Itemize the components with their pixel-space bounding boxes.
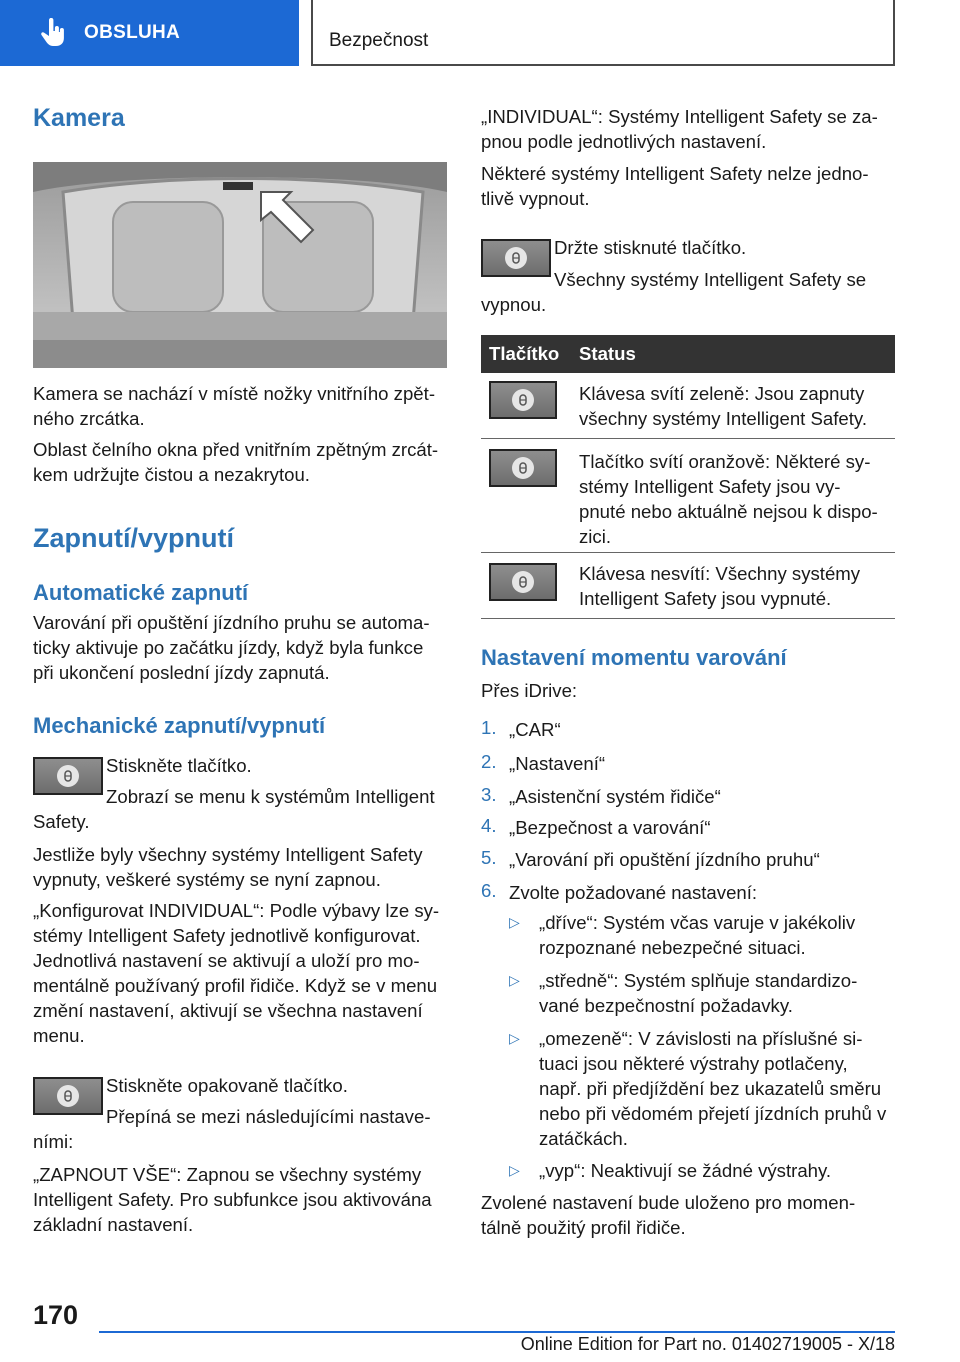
mech-paragraph-5: „ZAPNOUT VŠE“: Zapnou se všechny systémy Intelligent Safety. Pro subfunkce jsou aktivována základní nastavení. (33, 1164, 432, 1235)
step-number: 2. (481, 751, 497, 772)
system-button-image-orange (489, 449, 557, 487)
list-item: „Nastavení“ (509, 753, 606, 774)
list-item: „Varování při opuštění jízdního pruhu“ (509, 849, 820, 870)
triangle-bullet-icon: ▷ (509, 972, 520, 988)
table-cell-status: Klávesa svítí zeleně: Jsou zapnuty všechny systémy Intelligent Safety. (579, 383, 867, 429)
intelligent-safety-button-icon (505, 247, 527, 269)
step-number: 5. (481, 847, 497, 868)
warning-timing-heading: Nastavení momentu varování (481, 645, 787, 670)
list-item: „vyp“: Neaktivují se žádné výstrahy. (539, 1160, 832, 1181)
rear-window-illustration (33, 162, 447, 368)
mech-repeat-step-2: Přepíná se mezi následujícími nastave- (106, 1106, 431, 1127)
mech-paragraph-4: „Konfigurovat INDIVIDUAL“: Podle výbavy lze sy- stémy Intelligent Safety jednotlivě konfigurovat. Jednotlivá nastavení se aktivují a uloží pro mo- mentálně používaný profil řidiče. Když se v menu změní nastavení, aktivují se všechna nastavení menu. (33, 900, 440, 1046)
note-paragraph: Některé systémy Intelligent Safety nelze jedno- tlivě vypnout. (481, 163, 869, 209)
hold-step-2b: vypnou. (481, 294, 547, 315)
step-number: 4. (481, 815, 497, 836)
section-header (311, 0, 895, 66)
step-number: 1. (481, 717, 497, 738)
mech-repeat-step-2b: ními: (33, 1131, 74, 1152)
via-idrive: Přes iDrive: (481, 680, 578, 701)
table-row (481, 553, 895, 619)
table-row (481, 373, 895, 439)
mech-repeat-step-1: Stiskněte opakovaně tlačítko. (106, 1075, 348, 1096)
list-item: „omezeně“: V závislosti na příslušné si- tuaci jsou některé výstrahy potlačeny, např. při předjíždění bez ukazatelů směru nebo při vědomém přejetí jízdních pruhů v zatáčkách. (539, 1028, 887, 1149)
list-item: „dříve“: Systém včas varuje v jakékoliv rozpoznané nebezpečné situaci. (539, 912, 856, 958)
footer-divider (99, 1331, 895, 1333)
auto-on-heading: Automatické zapnutí (33, 580, 249, 605)
hold-step-2: Všechny systémy Intelligent Safety se (554, 269, 867, 290)
intelligent-safety-button-icon (512, 457, 534, 479)
list-item: „Bezpečnost a varování“ (509, 817, 711, 838)
section-title: Bezpečnost (329, 30, 429, 51)
step-number: 3. (481, 784, 497, 805)
mech-step-1: Stiskněte tlačítko. (106, 755, 252, 776)
camera-location-photo (33, 162, 447, 368)
table-header (481, 335, 895, 373)
individual-paragraph: „INDIVIDUAL“: Systémy Intelligent Safety se za- pnou podle jednotlivých nastavení. (481, 106, 878, 152)
system-button-image-green (489, 381, 557, 419)
pointing-hand-icon (38, 18, 68, 48)
page-number: 170 (33, 1300, 79, 1330)
list-item: „středně“: Systém splňuje standardizo- vané bezpečnostní požadavky. (539, 970, 858, 1016)
table-cell-status: Tlačítko svítí oranžově: Některé sy- stémy Intelligent Safety jsou vy- pnuté nebo aktuálně nejsou k dispo- zici. (579, 451, 878, 547)
table-cell-status: Klávesa nesvítí: Všechny systémy Intelligent Safety jsou vypnuté. (579, 563, 861, 609)
system-button-image (33, 757, 103, 795)
camera-heading: Kamera (33, 104, 125, 132)
triangle-bullet-icon: ▷ (509, 1030, 520, 1046)
on-off-heading: Zapnutí/vypnutí (33, 523, 234, 553)
hold-step-1: Držte stisknuté tlačítko. (554, 237, 747, 258)
mechanical-heading: Mechanické zapnutí/vypnutí (33, 713, 326, 738)
triangle-bullet-icon: ▷ (509, 1162, 520, 1178)
system-button-image-3 (481, 239, 551, 277)
mech-step-2b: Safety. (33, 811, 90, 832)
camera-paragraph-2: Oblast čelního okna před vnitřním zpětným zrcát- kem udržujte čistou a nezakrytou. (33, 439, 439, 485)
list-item: Zvolte požadované nastavení: (509, 882, 758, 903)
table-col-status: Status (579, 343, 636, 364)
auto-on-paragraph: Varování při opuštění jízdního pruhu se automa- ticky aktivuje po začátku jízdy, když byla funkce při ukončení poslední jízdy zapnutá. (33, 612, 430, 683)
intelligent-safety-button-icon (512, 571, 534, 593)
chapter-tab[interactable] (0, 0, 299, 66)
camera-paragraph-1: Kamera se nachází v místě nožky vnitřního zpět- ného zrcátka. (33, 383, 436, 429)
mech-step-2: Zobrazí se menu k systémům Intelligent (106, 786, 435, 807)
status-table (481, 335, 895, 619)
table-col-button: Tlačítko (489, 343, 560, 364)
chapter-tab-label: OBSLUHA (84, 22, 181, 43)
intelligent-safety-button-icon (57, 1085, 79, 1107)
step-number: 6. (481, 880, 497, 901)
mech-paragraph-3: Jestliže byly všechny systémy Intelligent Safety vypnuty, veškeré systémy se nyní zapnou. (33, 844, 423, 890)
list-item: „Asistenční systém řidiče“ (509, 786, 721, 807)
table-row (481, 439, 895, 553)
system-button-image-2 (33, 1077, 103, 1115)
triangle-bullet-icon: ▷ (509, 914, 520, 930)
closing-paragraph: Zvolené nastavení bude uloženo pro momen- tálně použitý profil řidiče. (481, 1192, 856, 1238)
intelligent-safety-button-icon (512, 389, 534, 411)
list-item: „CAR“ (509, 719, 561, 740)
edition-text: Online Edition for Part no. 01402719005 - X/18 (520, 1334, 895, 1354)
system-button-image-off (489, 563, 557, 601)
intelligent-safety-button-icon (57, 765, 79, 787)
